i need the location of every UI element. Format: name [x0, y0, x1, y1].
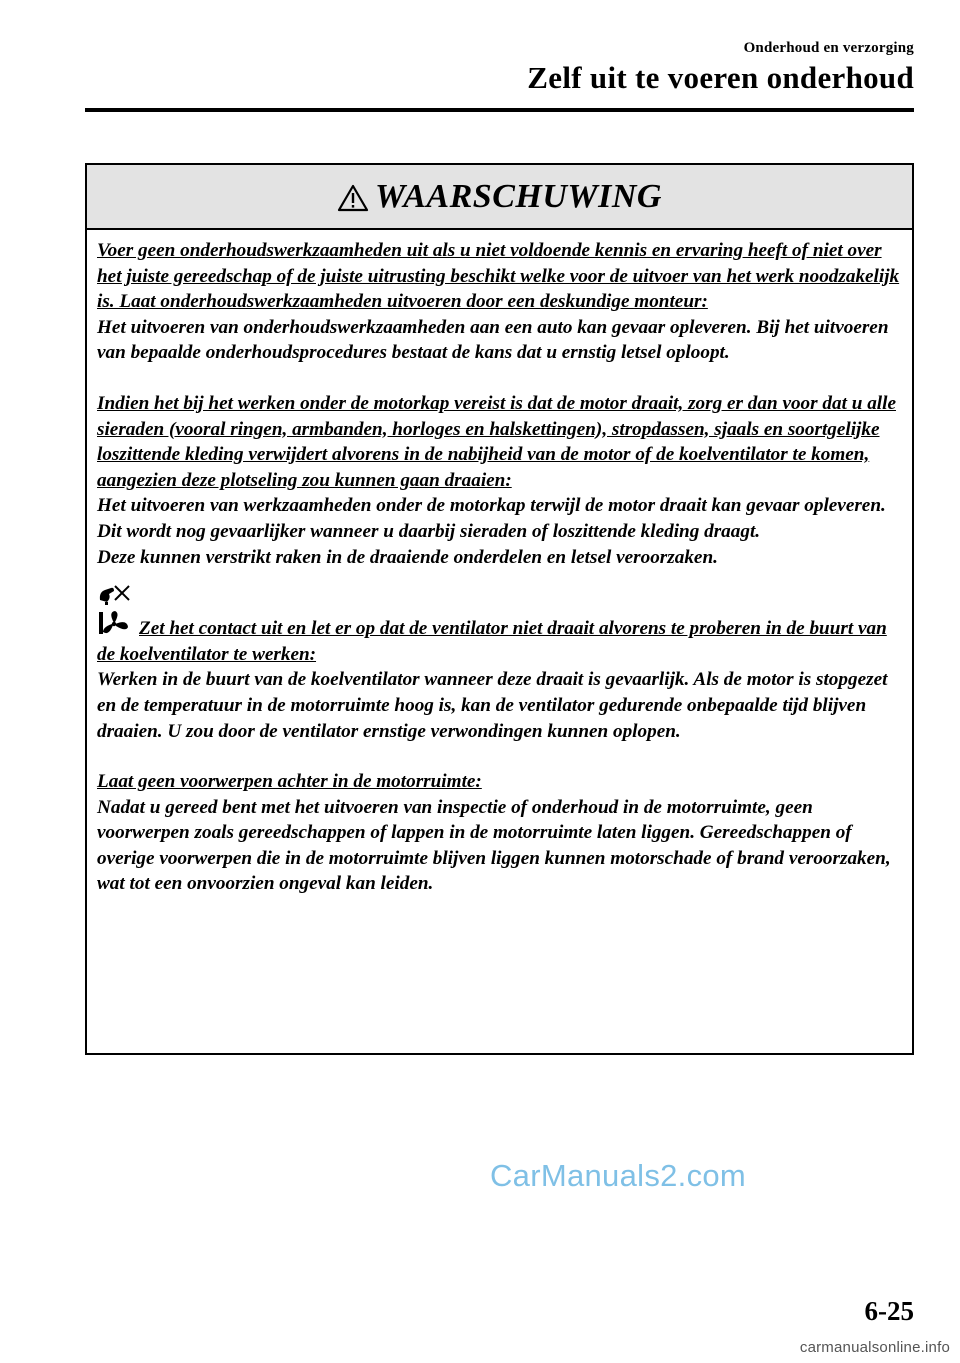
- warning-text-4: Nadat u gereed bent met het uitvoeren van inspectie of onderhoud in de motorruimte, geen voorwerpen zoals gereedschappen of lappen in de motorruimte laten liggen. Gereedschappen of overige voorwerpen die in de motorruimte blijven liggen kunnen motorschade of brand veroorzaken, wat tot een onvoorzien ongeval kan leiden.: [97, 796, 891, 895]
- watermark-logo: CarManuals2.com: [490, 1158, 747, 1193]
- header-divider: [85, 108, 914, 112]
- warning-heading-1: Voer geen onderhoudswerkzaamheden uit als u niet voldoende kennis en ervaring heeft of niet over het juiste gereedschap of de juiste uitrusting beschikt welke voor de uitvoer van het werk noodzakelijk is. Laat onderhoudswerkzaamheden uitvoeren door een deskundige monteur:: [97, 240, 900, 313]
- warning-box: [85, 163, 914, 1055]
- warning-heading-2: Indien het bij het werken onder de motorkap vereist is dat de motor draait, zorg er dan voor dat u alle sieraden (vooral ringen, armbanden, horloges en halskettingen), stropdassen, sjaals en soortgelijke loszittende kleding verwijdert alvorens in de nabijheid van de motor of de koelventilator te komen, aangezien deze plotseling zou kunnen gaan draaien:: [97, 392, 896, 491]
- warning-text-3: Werken in de buurt van de koelventilator wanneer deze draait is gevaarlijk. Als de motor is stopgezet en de temperatuur in de motorruimte hoog is, kan de ventilator gedurende onbepaalde tijd blijven draaien. U zou door de ventilator ernstige verwondingen kunnen oplopen.: [97, 669, 888, 742]
- page-number: 6-25: [864, 1296, 914, 1326]
- warning-body: [87, 230, 912, 897]
- warning-header: [87, 165, 912, 230]
- warning-text-2a: Het uitvoeren van werkzaamheden onder de motorkap terwijl de motor draait kan gevaar opleveren. Dit wordt nog gevaarlijker wanneer u daarbij sieraden of loszittende kleding draagt.: [97, 495, 886, 542]
- warning-heading-3-text: Zet het contact uit en let er op dat de ventilator niet draait alvorens te proberen in de buurt van de koelventilator te werken:: [97, 618, 887, 665]
- warning-title: WAARSCHUWING: [375, 177, 662, 215]
- warning-heading-3: [97, 610, 902, 667]
- fan-warning-icons: [97, 582, 902, 608]
- fan-icon: [97, 610, 131, 638]
- warning-text-2b: Deze kunnen verstrikt raken in de draaiende onderdelen en letsel veroorzaken.: [97, 546, 718, 568]
- warning-text-1: Het uitvoeren van onderhoudswerkzaamheden aan een auto kan gevaar opleveren. Bij het uitvoeren van bepaalde onderhoudsprocedures bestaat de kans dat u ernstig letsel oploopt.: [97, 316, 889, 364]
- warning-triangle-icon: [337, 184, 369, 212]
- section-name: Onderhoud en verzorging: [743, 40, 914, 56]
- footer-watermark: carmanualsonline.info: [799, 1339, 950, 1356]
- hand-fan-prohibited-icon: [97, 582, 133, 608]
- warning-heading-4: Laat geen voorwerpen achter in de motorruimte:: [97, 771, 482, 793]
- page-title: Zelf uit te voeren onderhoud: [527, 60, 914, 95]
